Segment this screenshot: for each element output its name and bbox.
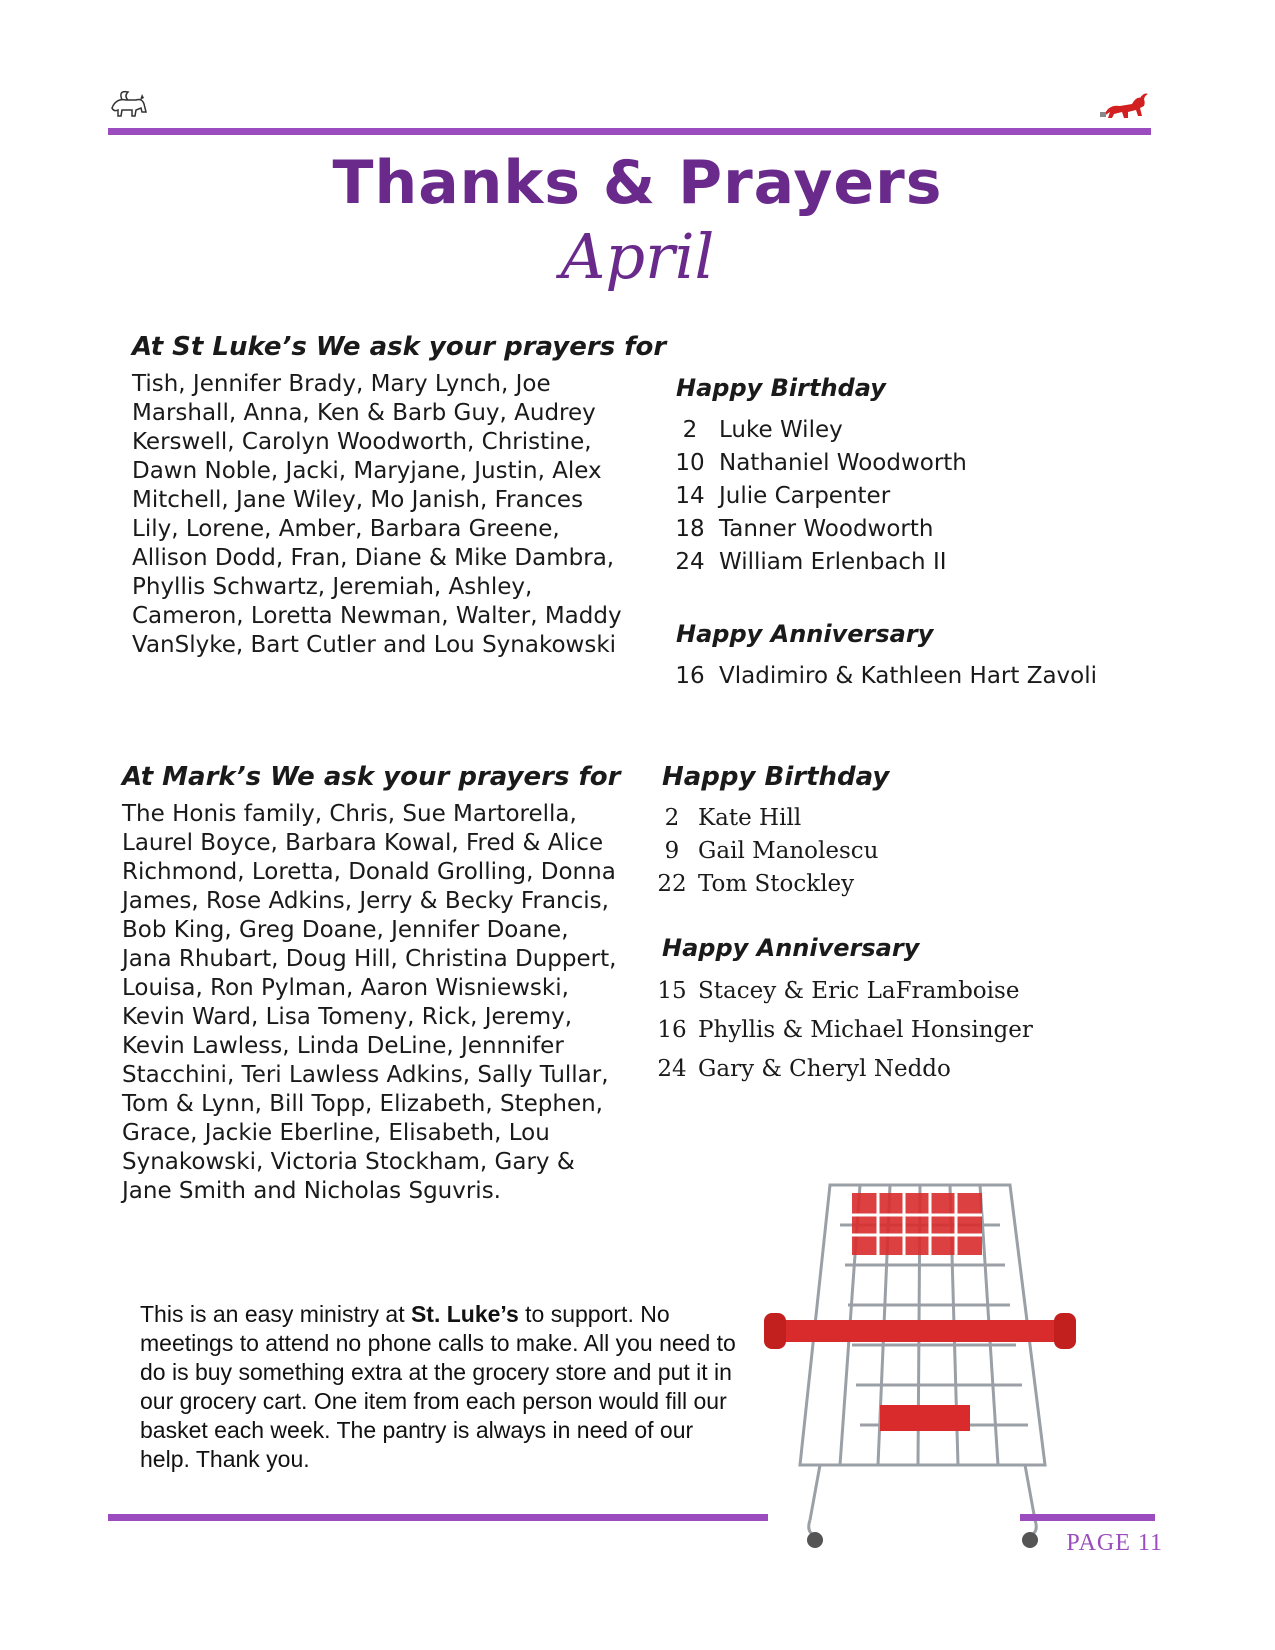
- st-marks-birthday-heading: Happy Birthday: [662, 762, 890, 792]
- birthday-day: 24: [675, 549, 705, 575]
- winged-ox-icon: [108, 88, 150, 120]
- birthday-day: 18: [675, 516, 705, 542]
- list-item: [650, 835, 879, 868]
- list-item: [650, 868, 879, 901]
- st-marks-prayers-text: The Honis family, Chris, Sue Martorella, Laurel Boyce, Barbara Kowal, Fred & Alice Richmond, Loretta, Donald Grolling, Donna James, Rose Adkins, Jerry & Becky Francis, Bob King, Greg Doane, Jennifer Doane, Jana Rhubart, Doug Hill, Christina Duppert, Louisa, Ron Pylman, Aaron Wisniewski, Kevin Ward, Lisa Tomeny, Rick, Jeremy, Kevin Lawless, Linda DeLine, Jennnifer Stacchini, Teri Lawless Adkins, Sally Tullar, Tom & Lynn, Bill Topp, Elizabeth, Stephen, Grace, Jackie Eberline, Elisabeth, Lou Synakowski, Victoria Stockham, Gary & Jane Smith and Nicholas Sguvris.: [122, 801, 617, 1204]
- footer-rule-left: [108, 1514, 768, 1521]
- birthday-day: 9: [664, 838, 680, 864]
- ministry-text-2: to support. No meetings to attend no phone calls to make. All you need to do is buy something extra at the grocery store and put it in our grocery cart. One item from each person would fill our basket each week. The pantry is always in need of our help. Thank you.: [140, 1301, 736, 1472]
- birthday-day: 22: [657, 871, 687, 897]
- birthday-name: Julie Carpenter: [719, 483, 891, 509]
- st-marks-anniversary-list: [650, 972, 1033, 1089]
- page-subtitle: April: [560, 220, 715, 293]
- st-lukes-prayers-heading: At St Luke’s We ask your prayers for: [132, 332, 667, 362]
- ministry-text-1: This is an easy ministry at: [140, 1301, 411, 1327]
- list-item: [665, 414, 967, 447]
- st-lukes-birthday-list: [665, 414, 967, 579]
- list-item: [665, 660, 1097, 693]
- list-item: [665, 513, 967, 546]
- birthday-name: Gail Manolescu: [698, 838, 879, 864]
- list-item: [650, 1050, 1033, 1089]
- st-marks-anniversary-heading: Happy Anniversary: [662, 934, 920, 962]
- birthday-name: Nathaniel Woodworth: [719, 450, 967, 476]
- st-lukes-prayers-text: Tish, Jennifer Brady, Mary Lynch, Joe Marshall, Anna, Ken & Barb Guy, Audrey Kerswell, Carolyn Woodworth, Christine, Dawn Noble, Jacki, Maryjane, Justin, Alex Mitchell, Jane Wiley, Mo Janish, Frances Lily, Lorene, Amber, Barbara Greene, Allison Dodd, Fran, Diane & Mike Dambra, Phyllis Schwartz, Jeremiah, Ashley, Cameron, Loretta Newman, Walter, Maddy VanSlyke, Bart Cutler and Lou Synakowski: [132, 371, 622, 658]
- birthday-day: 10: [675, 450, 705, 476]
- list-item: [650, 972, 1033, 1011]
- page-title: Thanks & Prayers: [332, 148, 943, 218]
- st-marks-prayers-heading: At Mark’s We ask your prayers for: [122, 762, 621, 792]
- st-lukes-birthday-heading: Happy Birthday: [676, 374, 886, 402]
- anniversary-day: 15: [657, 978, 687, 1004]
- footer-rule-right: [1020, 1514, 1155, 1521]
- anniversary-day: 16: [657, 1017, 687, 1043]
- list-item: [665, 480, 967, 513]
- birthday-day: 2: [664, 805, 680, 831]
- red-lion-icon: [1098, 90, 1150, 124]
- page-number: PAGE 11: [1066, 1530, 1163, 1556]
- shopping-cart-icon: [760, 1165, 1080, 1555]
- anniversary-day: 24: [657, 1056, 687, 1082]
- ministry-text: [140, 1300, 740, 1474]
- anniversary-name: Phyllis & Michael Honsinger: [698, 1017, 1033, 1043]
- st-lukes-anniversary-list: [665, 660, 1097, 693]
- anniversary-name: Gary & Cheryl Neddo: [698, 1056, 951, 1082]
- st-lukes-anniversary-heading: Happy Anniversary: [676, 620, 934, 648]
- list-item: [650, 802, 879, 835]
- birthday-day: 2: [682, 417, 698, 443]
- birthday-name: Tanner Woodworth: [719, 516, 934, 542]
- birthday-name: Tom Stockley: [698, 871, 855, 897]
- anniversary-name: Vladimiro & Kathleen Hart Zavoli: [719, 663, 1098, 689]
- list-item: [650, 1011, 1033, 1050]
- list-item: [665, 447, 967, 480]
- anniversary-name: Stacey & Eric LaFramboise: [698, 978, 1020, 1004]
- ministry-church-name: St. Luke’s: [410, 1301, 519, 1327]
- header-rule: [108, 128, 1151, 135]
- birthday-name: Kate Hill: [698, 805, 802, 831]
- st-marks-birthday-list: [650, 802, 879, 901]
- birthday-name: William Erlenbach II: [719, 549, 947, 575]
- birthday-name: Luke Wiley: [719, 417, 843, 443]
- list-item: [665, 546, 967, 579]
- anniversary-day: 16: [675, 663, 705, 689]
- birthday-day: 14: [675, 483, 705, 509]
